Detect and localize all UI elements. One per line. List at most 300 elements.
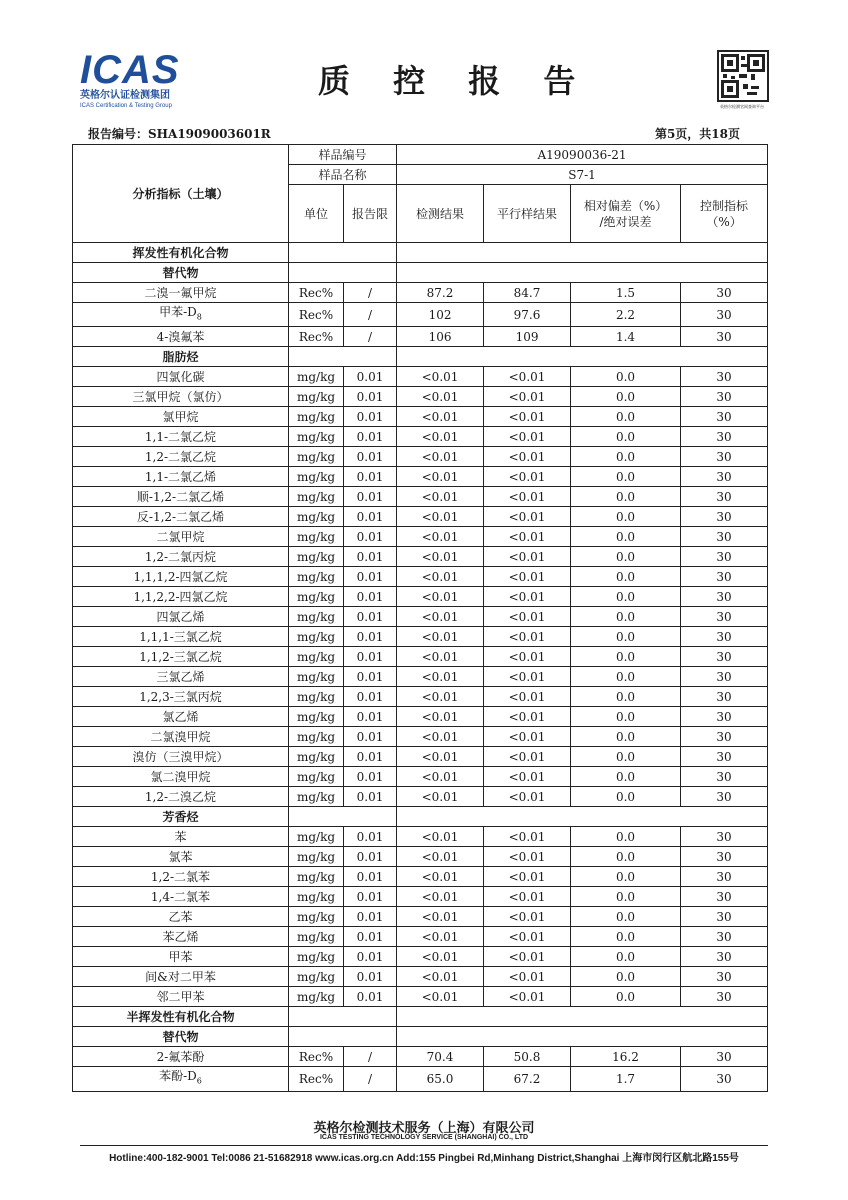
cell-control: 30 — [681, 847, 768, 867]
analyte-subscript: 6 — [196, 1076, 202, 1086]
analyte-name-text: 1,1-二氯乙烷 — [144, 429, 217, 444]
analyte-name — [73, 707, 289, 727]
cell-unit: mg/kg — [289, 907, 344, 927]
logo-english-name: ICAS Certification & Testing Group — [80, 103, 172, 109]
cell-rpd: 0.0 — [571, 447, 681, 467]
analyte-name-text: 1,4-二氯苯 — [150, 889, 211, 904]
cell-control: 30 — [681, 1067, 768, 1091]
analyte-name — [73, 567, 289, 587]
analyte-name-text: 苯乙烯 — [162, 929, 199, 944]
cell-limit: 0.01 — [344, 627, 397, 647]
cell-limit: 0.01 — [344, 427, 397, 447]
cell-unit: mg/kg — [289, 707, 344, 727]
analyte-name-text: 四氯乙烯 — [156, 609, 205, 624]
section-label: 半挥发性有机化合物 — [73, 1007, 289, 1027]
cell-unit: mg/kg — [289, 367, 344, 387]
cell-control: 30 — [681, 367, 768, 387]
section-empty-cell — [289, 263, 397, 283]
analyte-name-text: 间&对二甲苯 — [145, 969, 216, 984]
analyte-name-text: 1,1,2-三氯乙烷 — [139, 649, 222, 664]
analyte-name-text: 1,1-二氯乙烯 — [144, 469, 217, 484]
section-label: 脂肪烃 — [73, 347, 289, 367]
cell-parallel: <0.01 — [484, 447, 571, 467]
cell-rpd: 0.0 — [571, 467, 681, 487]
cell-result: <0.01 — [397, 967, 484, 987]
section-row — [73, 263, 768, 283]
analyte-name-text: 氯甲烷 — [162, 409, 199, 424]
table-row — [73, 987, 768, 1007]
analyte-name — [73, 847, 289, 867]
cell-parallel: <0.01 — [484, 787, 571, 807]
cell-rpd: 0.0 — [571, 607, 681, 627]
qr-code-icon — [717, 50, 769, 102]
section-empty-cell — [397, 263, 768, 283]
cell-limit: 0.01 — [344, 447, 397, 467]
analyte-name — [73, 387, 289, 407]
table-row — [73, 667, 768, 687]
cell-result: <0.01 — [397, 847, 484, 867]
qr-caption: 英格尔检测官网查询平台 — [720, 104, 764, 109]
cell-limit: 0.01 — [344, 867, 397, 887]
cell-unit: Rec% — [289, 283, 344, 303]
analyte-name — [73, 767, 289, 787]
table-row — [73, 1067, 768, 1091]
analyte-name-text: 1,2-二氯乙烷 — [144, 449, 217, 464]
analyte-name — [73, 467, 289, 487]
analyte-name — [73, 367, 289, 387]
table-row — [73, 587, 768, 607]
analyte-name — [73, 507, 289, 527]
cell-result: <0.01 — [397, 487, 484, 507]
cell-parallel: <0.01 — [484, 927, 571, 947]
cell-parallel: 109 — [484, 327, 571, 347]
cell-rpd: 0.0 — [571, 987, 681, 1007]
cell-control: 30 — [681, 987, 768, 1007]
analyte-name-text: 1,2-二氯苯 — [150, 869, 211, 884]
table-row — [73, 467, 768, 487]
cell-limit: 0.01 — [344, 827, 397, 847]
cell-rpd: 0.0 — [571, 567, 681, 587]
cell-rpd: 0.0 — [571, 407, 681, 427]
cell-limit: 0.01 — [344, 587, 397, 607]
analyte-name — [73, 607, 289, 627]
analyte-subscript: 8 — [196, 312, 202, 322]
analyte-name — [73, 967, 289, 987]
cell-limit: 0.01 — [344, 407, 397, 427]
cell-result: <0.01 — [397, 767, 484, 787]
table-row — [73, 827, 768, 847]
cell-result: <0.01 — [397, 467, 484, 487]
cell-unit: mg/kg — [289, 727, 344, 747]
cell-unit: mg/kg — [289, 987, 344, 1007]
column-header-control — [681, 185, 768, 243]
cell-parallel: 67.2 — [484, 1067, 571, 1091]
cell-result: <0.01 — [397, 527, 484, 547]
cell-parallel: <0.01 — [484, 387, 571, 407]
cell-result: 70.4 — [397, 1047, 484, 1067]
cell-parallel: <0.01 — [484, 427, 571, 447]
cell-control: 30 — [681, 487, 768, 507]
cell-result: <0.01 — [397, 867, 484, 887]
cell-result: <0.01 — [397, 947, 484, 967]
cell-rpd: 0.0 — [571, 847, 681, 867]
report-number: 报告编号：SHA1909003601R — [88, 127, 271, 141]
cell-limit: / — [344, 283, 397, 303]
analyte-name — [73, 1047, 289, 1067]
section-empty-cell — [289, 807, 397, 827]
cell-limit: 0.01 — [344, 487, 397, 507]
column-header-parallel: 平行样结果 — [484, 185, 571, 243]
table-row — [73, 283, 768, 303]
cell-rpd: 0.0 — [571, 387, 681, 407]
cell-result: <0.01 — [397, 647, 484, 667]
cell-limit: / — [344, 1067, 397, 1091]
cell-limit: 0.01 — [344, 927, 397, 947]
analyte-name — [73, 407, 289, 427]
cell-control: 30 — [681, 707, 768, 727]
cell-limit: 0.01 — [344, 527, 397, 547]
cell-parallel: <0.01 — [484, 507, 571, 527]
analyte-name — [73, 1067, 289, 1091]
analyte-name-text: 甲苯 — [168, 949, 193, 964]
analyte-name — [73, 787, 289, 807]
cell-parallel: <0.01 — [484, 367, 571, 387]
table-row — [73, 527, 768, 547]
cell-unit: mg/kg — [289, 827, 344, 847]
cell-parallel: <0.01 — [484, 647, 571, 667]
cell-result: <0.01 — [397, 447, 484, 467]
section-row — [73, 1007, 768, 1027]
cell-parallel: <0.01 — [484, 707, 571, 727]
analyte-name — [73, 907, 289, 927]
cell-rpd: 1.7 — [571, 1067, 681, 1091]
cell-result: <0.01 — [397, 427, 484, 447]
cell-control: 30 — [681, 887, 768, 907]
table-row — [73, 367, 768, 387]
cell-result: <0.01 — [397, 367, 484, 387]
cell-parallel: <0.01 — [484, 627, 571, 647]
cell-result: <0.01 — [397, 727, 484, 747]
table-row — [73, 1047, 768, 1067]
cell-rpd: 0.0 — [571, 667, 681, 687]
company-logo — [80, 50, 190, 110]
table-row — [73, 787, 768, 807]
analyte-name-text: 二氯溴甲烷 — [150, 729, 211, 744]
analyte-name-text: 1,2-二氯丙烷 — [144, 549, 217, 564]
cell-rpd: 1.4 — [571, 327, 681, 347]
column-header-unit: 单位 — [289, 185, 344, 243]
cell-unit: mg/kg — [289, 507, 344, 527]
cell-unit: mg/kg — [289, 847, 344, 867]
analyte-name — [73, 587, 289, 607]
column-header-rpd-line1: 相对偏差（%） — [583, 198, 668, 213]
table-row — [73, 427, 768, 447]
cell-control: 30 — [681, 947, 768, 967]
cell-result: 106 — [397, 327, 484, 347]
cell-rpd: 0.0 — [571, 427, 681, 447]
cell-parallel: <0.01 — [484, 687, 571, 707]
qc-results-table — [72, 144, 768, 1092]
table-row — [73, 707, 768, 727]
analyte-name — [73, 303, 289, 327]
sample-name-label: 样品名称 — [289, 165, 397, 185]
analyte-name — [73, 527, 289, 547]
analyte-name — [73, 927, 289, 947]
cell-unit: mg/kg — [289, 787, 344, 807]
cell-result: <0.01 — [397, 927, 484, 947]
analyte-name-text: 二氯甲烷 — [156, 529, 205, 544]
table-row — [73, 627, 768, 647]
cell-result: <0.01 — [397, 987, 484, 1007]
analyte-name — [73, 647, 289, 667]
analyte-name — [73, 283, 289, 303]
cell-limit: / — [344, 1047, 397, 1067]
cell-rpd: 0.0 — [571, 507, 681, 527]
cell-unit: mg/kg — [289, 647, 344, 667]
cell-rpd: 0.0 — [571, 527, 681, 547]
section-label: 替代物 — [73, 1027, 289, 1047]
section-empty-cell — [397, 1007, 768, 1027]
cell-control: 30 — [681, 547, 768, 567]
cell-unit: mg/kg — [289, 867, 344, 887]
cell-unit: mg/kg — [289, 887, 344, 907]
cell-unit: mg/kg — [289, 547, 344, 567]
cell-parallel: <0.01 — [484, 827, 571, 847]
footer-divider — [80, 1145, 768, 1146]
cell-parallel: <0.01 — [484, 887, 571, 907]
section-empty-cell — [397, 347, 768, 367]
cell-result: <0.01 — [397, 667, 484, 687]
table-row — [73, 327, 768, 347]
cell-result: <0.01 — [397, 627, 484, 647]
cell-result: <0.01 — [397, 607, 484, 627]
cell-control: 30 — [681, 447, 768, 467]
analyte-name-text: 三氯乙烯 — [156, 669, 205, 684]
cell-control: 30 — [681, 827, 768, 847]
cell-rpd: 0.0 — [571, 767, 681, 787]
cell-rpd: 0.0 — [571, 907, 681, 927]
section-row — [73, 807, 768, 827]
column-header-rpd-line2: /绝对误差 — [599, 214, 652, 229]
cell-control: 30 — [681, 1047, 768, 1067]
cell-unit: mg/kg — [289, 747, 344, 767]
cell-rpd: 0.0 — [571, 967, 681, 987]
table-row — [73, 647, 768, 667]
cell-result: <0.01 — [397, 747, 484, 767]
cell-control: 30 — [681, 587, 768, 607]
cell-result: <0.01 — [397, 567, 484, 587]
cell-limit: 0.01 — [344, 747, 397, 767]
table-row — [73, 887, 768, 907]
cell-limit: 0.01 — [344, 887, 397, 907]
cell-unit: mg/kg — [289, 587, 344, 607]
analyte-name-text: 四氯化碳 — [156, 369, 205, 384]
section-label: 替代物 — [73, 263, 289, 283]
cell-control: 30 — [681, 667, 768, 687]
cell-parallel: <0.01 — [484, 867, 571, 887]
section-row — [73, 243, 768, 263]
table-row — [73, 607, 768, 627]
page-title: 质 控 报 告 — [318, 62, 592, 100]
cell-result: <0.01 — [397, 507, 484, 527]
section-empty-cell — [289, 347, 397, 367]
cell-unit: mg/kg — [289, 427, 344, 447]
analyte-name-text: 甲苯-D — [159, 305, 197, 319]
cell-parallel: <0.01 — [484, 527, 571, 547]
analyte-name-text: 氯苯 — [168, 849, 193, 864]
table-row — [73, 927, 768, 947]
cell-control: 30 — [681, 727, 768, 747]
cell-control: 30 — [681, 607, 768, 627]
table-row — [73, 303, 768, 327]
cell-limit: 0.01 — [344, 727, 397, 747]
analyte-name — [73, 487, 289, 507]
cell-unit: mg/kg — [289, 627, 344, 647]
cell-result: 87.2 — [397, 283, 484, 303]
cell-parallel: <0.01 — [484, 947, 571, 967]
section-empty-cell — [289, 1007, 397, 1027]
cell-limit: 0.01 — [344, 367, 397, 387]
column-header-control-line1: 控制指标 — [700, 198, 749, 213]
cell-control: 30 — [681, 927, 768, 947]
table-row — [73, 507, 768, 527]
cell-control: 30 — [681, 967, 768, 987]
cell-limit: 0.01 — [344, 767, 397, 787]
cell-result: <0.01 — [397, 887, 484, 907]
analyte-name — [73, 687, 289, 707]
cell-limit: 0.01 — [344, 647, 397, 667]
analyte-name-text: 4-溴氟苯 — [156, 329, 205, 344]
footer-company-en: ICAS TESTING TECHNOLOGY SERVICE (SHANGHAI) CO., LTD — [319, 1134, 529, 1141]
sample-name-value: S7-1 — [397, 165, 768, 185]
cell-unit: mg/kg — [289, 447, 344, 467]
cell-control: 30 — [681, 867, 768, 887]
page-number: 第5页，共18页 — [654, 127, 740, 141]
cell-limit: 0.01 — [344, 387, 397, 407]
table-row — [73, 907, 768, 927]
cell-control: 30 — [681, 907, 768, 927]
analyte-name-text: 苯酚-D — [159, 1069, 197, 1084]
table-row — [73, 967, 768, 987]
cell-rpd: 0.0 — [571, 367, 681, 387]
cell-unit: mg/kg — [289, 927, 344, 947]
cell-parallel: <0.01 — [484, 767, 571, 787]
analyte-name — [73, 427, 289, 447]
cell-control: 30 — [681, 387, 768, 407]
cell-limit: 0.01 — [344, 787, 397, 807]
section-label: 挥发性有机化合物 — [73, 243, 289, 263]
sample-code-value: A19090036-21 — [397, 145, 768, 165]
cell-result: 102 — [397, 303, 484, 327]
analyte-name-text: 1,1,2,2-四氯乙烷 — [133, 589, 228, 604]
footer-contact: Hotline:400-182-9001 Tel:0086 21-51682918 www.icas.org.cn Add:155 Pingbei Rd,Minhang District,Shanghai 上海市闵行区航北路155号 — [109, 1153, 739, 1164]
analyte-name-text: 苯 — [174, 829, 187, 844]
cell-rpd: 0.0 — [571, 787, 681, 807]
cell-parallel: 84.7 — [484, 283, 571, 303]
analyte-name-text: 二溴一氟甲烷 — [144, 285, 217, 300]
cell-unit: mg/kg — [289, 767, 344, 787]
cell-control: 30 — [681, 407, 768, 427]
analyte-name-text: 反-1,2-二氯乙烯 — [136, 509, 225, 524]
cell-control: 30 — [681, 747, 768, 767]
cell-limit: / — [344, 327, 397, 347]
cell-rpd: 1.5 — [571, 283, 681, 303]
cell-limit: / — [344, 303, 397, 327]
table-row — [73, 567, 768, 587]
cell-unit: Rec% — [289, 1047, 344, 1067]
analyte-name-text: 1,2-二溴乙烷 — [144, 789, 217, 804]
cell-result: 65.0 — [397, 1067, 484, 1091]
analysis-indicator-header: 分析指标（土壤） — [73, 145, 289, 243]
cell-rpd: 2.2 — [571, 303, 681, 327]
table-row — [73, 867, 768, 887]
cell-rpd: 16.2 — [571, 1047, 681, 1067]
analyte-name — [73, 827, 289, 847]
section-label: 芳香烃 — [73, 807, 289, 827]
table-row — [73, 447, 768, 467]
cell-control: 30 — [681, 527, 768, 547]
cell-rpd: 0.0 — [571, 947, 681, 967]
cell-control: 30 — [681, 327, 768, 347]
analyte-name — [73, 887, 289, 907]
cell-rpd: 0.0 — [571, 547, 681, 567]
section-row — [73, 1027, 768, 1047]
cell-unit: mg/kg — [289, 567, 344, 587]
cell-parallel: <0.01 — [484, 667, 571, 687]
cell-rpd: 0.0 — [571, 827, 681, 847]
cell-parallel: 50.8 — [484, 1047, 571, 1067]
cell-limit: 0.01 — [344, 507, 397, 527]
section-empty-cell — [397, 1027, 768, 1047]
cell-unit: Rec% — [289, 1067, 344, 1091]
analyte-name-text: 三氯甲烷（氯仿） — [132, 389, 229, 404]
analyte-name — [73, 667, 289, 687]
cell-control: 30 — [681, 627, 768, 647]
section-empty-cell — [289, 1027, 397, 1047]
analyte-name — [73, 447, 289, 467]
column-header-result: 检测结果 — [397, 185, 484, 243]
analyte-name — [73, 987, 289, 1007]
cell-rpd: 0.0 — [571, 927, 681, 947]
cell-control: 30 — [681, 283, 768, 303]
cell-control: 30 — [681, 647, 768, 667]
cell-control: 30 — [681, 427, 768, 447]
analyte-name-text: 氯二溴甲烷 — [150, 769, 211, 784]
cell-limit: 0.01 — [344, 547, 397, 567]
analyte-name-text: 顺-1,2-二氯乙烯 — [136, 489, 225, 504]
logo-chinese-name: 英格尔认证检测集团 — [80, 90, 170, 101]
cell-result: <0.01 — [397, 547, 484, 567]
column-header-limit: 报告限 — [344, 185, 397, 243]
cell-unit: mg/kg — [289, 687, 344, 707]
cell-unit: mg/kg — [289, 407, 344, 427]
analyte-name-text: 乙苯 — [168, 909, 193, 924]
cell-control: 30 — [681, 687, 768, 707]
cell-limit: 0.01 — [344, 987, 397, 1007]
analyte-name-text: 2-氟苯酚 — [156, 1049, 205, 1064]
cell-result: <0.01 — [397, 907, 484, 927]
cell-rpd: 0.0 — [571, 867, 681, 887]
cell-control: 30 — [681, 467, 768, 487]
column-header-control-line2: （%） — [706, 214, 742, 229]
cell-unit: mg/kg — [289, 487, 344, 507]
cell-limit: 0.01 — [344, 967, 397, 987]
table-row — [73, 547, 768, 567]
cell-limit: 0.01 — [344, 687, 397, 707]
cell-unit: Rec% — [289, 327, 344, 347]
cell-parallel: <0.01 — [484, 567, 571, 587]
table-row — [73, 947, 768, 967]
